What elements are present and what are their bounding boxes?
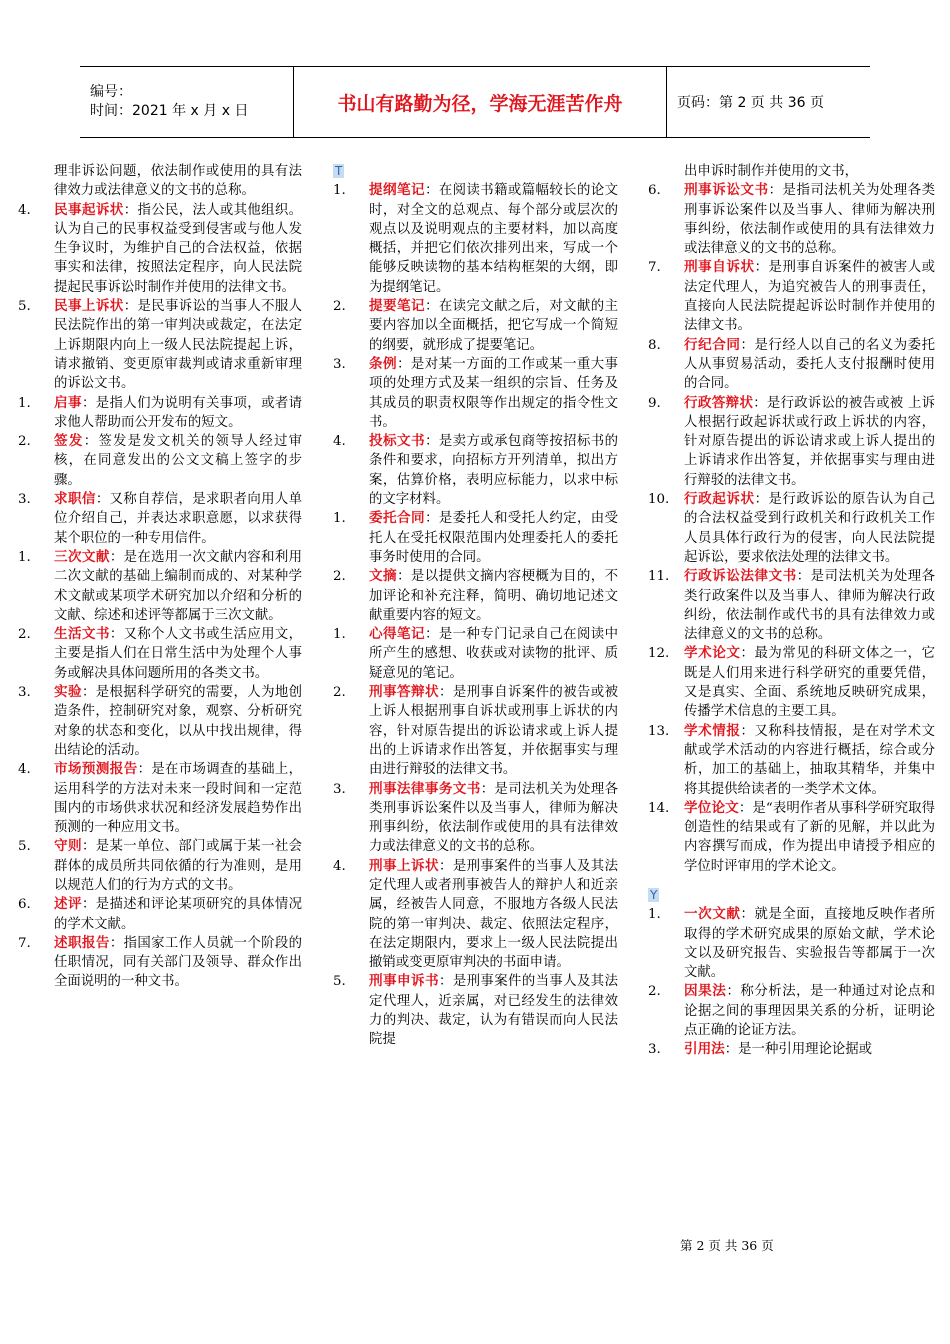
- entry-number: 7.: [648, 260, 661, 276]
- entry-term: 提纲笔记: [369, 182, 426, 199]
- entry-body: [54, 837, 302, 895]
- entry-body: [54, 895, 302, 934]
- entry-definition: ：是一种专门记录自己在阅读中所产生的感想、收获或对读物的批评、质疑意见的笔记。: [369, 627, 619, 681]
- entry-term: 行政答辩状: [684, 394, 754, 411]
- glossary-entry: [18, 490, 302, 548]
- entry-body: [54, 490, 302, 548]
- entry-number: 5.: [18, 299, 31, 315]
- entry-term: 刑事诉讼文书: [684, 182, 769, 199]
- entry-definition: ：是一种引用理论论据或: [724, 1042, 873, 1058]
- entry-body: [54, 394, 302, 433]
- glossary-entry: [648, 982, 935, 1040]
- entry-number: 4.: [18, 762, 31, 778]
- entry-number: 3.: [648, 1042, 661, 1058]
- glossary-entry: [333, 972, 618, 1049]
- entry-term: 签发: [54, 433, 84, 450]
- entry-term: 心得笔记: [369, 626, 426, 643]
- entry-list: [648, 905, 935, 1059]
- entry-term: 生活文书: [54, 626, 110, 643]
- letter-marker-t: T: [335, 164, 343, 178]
- entry-body: [369, 355, 618, 432]
- entry-definition: ：是以提供文摘内容梗概为目的，不加评论和补充注释，简明、确切地记述文献重要内容的短文。: [369, 569, 618, 623]
- header-meta: [80, 67, 294, 138]
- entry-number: 1.: [333, 627, 346, 643]
- glossary-entry: [648, 905, 935, 982]
- entry-term: 学位论文: [684, 799, 739, 816]
- entry-body: [684, 1040, 935, 1059]
- entry-number: 3.: [18, 685, 31, 701]
- entry-definition: ：称分析法，是一种通过对论点和论据之间的事理因果关系的分析，证明论点正确的论证方法。: [684, 984, 936, 1039]
- entry-body: [54, 760, 302, 837]
- entry-number: 8.: [648, 337, 661, 353]
- entry-body: [369, 509, 618, 567]
- entry-number: 6.: [18, 897, 31, 913]
- glossary-entry: [18, 683, 302, 760]
- entry-number: 2.: [18, 434, 31, 450]
- glossary-entry: [333, 509, 618, 567]
- entry-definition: ：是民事诉讼的当事人不服人民法院作出的第一审判决或裁定，在法定上诉期限内向上一级人民法院提起上诉，请求撤销、变更原审裁判或请求重新审理的诉讼文书。: [54, 299, 303, 392]
- entry-number: 7.: [18, 935, 31, 951]
- glossary-entry: [648, 336, 935, 394]
- page-header: [80, 66, 870, 138]
- entry-number: 5.: [333, 974, 346, 990]
- entry-body: [684, 905, 935, 982]
- entry-definition: ：是在选用一次文献内容和利用二次文献的基础上编制而成的、对某种学术文献或某项学术研究加以介绍和分析的文献、综述和述评等都属于三次文献。: [54, 549, 303, 623]
- entry-body: [369, 625, 618, 683]
- entry-number: 1.: [18, 549, 31, 565]
- entry-list: [648, 181, 935, 876]
- entry-number: 3.: [18, 492, 31, 508]
- entry-term: 一次文献: [684, 906, 741, 923]
- entry-list: [18, 201, 302, 992]
- entry-number: 1.: [648, 907, 661, 923]
- entry-term: 民事上诉状: [54, 298, 124, 315]
- entry-definition: ：是刑事案件的当事人及其法定代理人，近亲属，对已经发生的法律效力的判决、裁定，认为有错误而向人民法院提: [369, 974, 619, 1048]
- entry-definition: ：是描述和评论某项研究的具体情况的学术文献。: [54, 897, 303, 932]
- entry-number: 9.: [648, 395, 661, 411]
- glossary-entry: [18, 934, 302, 992]
- entry-term: 学术论文: [684, 645, 741, 662]
- entry-term: 三次文献: [54, 548, 110, 565]
- entry-definition: ：又称个人文书或生活应用文，主要是指人们在日常生活中为处理个人事务或解决具体问题所用的各类文书。: [54, 627, 303, 681]
- glossary-entry: [648, 394, 935, 490]
- column-2: [333, 162, 618, 1050]
- glossary-entry: [333, 432, 618, 509]
- entry-definition: ：是在市场调查的基础上，运用科学的方法对未来一段时间和一定范围内的市场供求状况和经济发展趋势作出预测的一种应用文书。: [54, 762, 303, 836]
- continued-text: 理非诉讼问题，依法制作或使用的具有法律效力或法律意义的文书的总称。: [54, 164, 302, 199]
- entry-number: 4.: [333, 434, 346, 450]
- entry-body: [684, 799, 935, 876]
- entry-number: 3.: [333, 356, 346, 372]
- entry-term: 委托合同: [369, 510, 426, 527]
- glossary-entry: [333, 780, 618, 857]
- entry-term: 投标文书: [369, 433, 426, 450]
- entry-definition: ：最为常见的科研文体之一，它既是人们用来进行科学研究的重要凭借，又是真实、全面、系统地反映研究成果，传播学术信息的主要工具。: [684, 646, 936, 720]
- continued-text: 出申诉时制作并使用的文书，: [684, 164, 859, 179]
- entry-term: 实验: [54, 684, 82, 701]
- entry-term: 刑事申诉书: [369, 973, 440, 990]
- glossary-entry: [648, 644, 935, 721]
- entry-body: [684, 394, 935, 490]
- glossary-entry: [333, 683, 618, 779]
- entry-term: 市场预测报告: [54, 761, 138, 778]
- entry-definition: ：是根据科学研究的需要，人为地创造条件，控制研究对象，观察、分析研究对象的状态和变化，以从中找出规律，得出结论的活动。: [54, 685, 303, 758]
- entry-term: 行纪合同: [684, 336, 741, 353]
- entry-body: [369, 432, 618, 509]
- entry-term: 刑事上诉状: [369, 857, 440, 874]
- entry-body: [54, 201, 302, 297]
- entry-term: 述职报告: [54, 934, 110, 951]
- entry-term: 引用法: [684, 1041, 725, 1058]
- entry-term: 刑事答辩状: [369, 684, 440, 701]
- glossary-entry: [18, 297, 302, 393]
- entry-definition: ：是司法机关为处理各类刑事诉讼案件以及当事人，律师为解决刑事纠纷，依法制作或使用的具有法律效力或法律意义的文书的总称。: [369, 781, 619, 855]
- glossary-entry: [18, 895, 302, 934]
- entry-body: [54, 548, 302, 625]
- entry-term: 民事起诉状: [54, 201, 124, 218]
- entry-definition: ：又称科技情报，是在对学术文献或学术活动的内容进行概括，综合或分析，加工的基础上，抽取其精华，并集中将其提供给读者的一类学术文体。: [684, 723, 936, 797]
- entry-definition: ：就是全面，直接地反映作者所取得的学术研究成果的原始文献，学术论文以及研究报告、实验报告等都属于一次文献。: [684, 907, 936, 981]
- entry-number: 12.: [648, 646, 670, 662]
- entry-body: [684, 567, 935, 644]
- entry-definition: ：是刑事案件的当事人及其法定代理人或者刑事被告人的辩护人和近亲属，经被告人同意，不服地方各级人民法院的第一审判决、裁定、依照法定程序，在法定期限内，要求上一级人民法院提出撤销或变更原审判决的书面申请。: [369, 858, 619, 971]
- entry-number: 2.: [333, 299, 346, 315]
- entry-body: [684, 490, 935, 567]
- entry-body: [54, 432, 302, 490]
- glossary-entry: [648, 567, 935, 644]
- header-time-label: 时间：2021 年 x 月 x 日: [90, 103, 249, 119]
- entry-term: 文摘: [369, 568, 398, 585]
- entry-number: 2.: [333, 569, 346, 585]
- entry-body: [54, 297, 302, 393]
- entry-number: 3.: [333, 781, 346, 797]
- entry-definition: ：是刑事自诉案件的被害人或法定代理人，为追究被告人的刑事责任，直接向人民法院提起诉讼时制作并使用的法律文书。: [684, 260, 936, 334]
- entry-body: [684, 982, 935, 1040]
- entry-definition: ：在阅读书籍或篇幅较长的论文时，对全文的总观点、每个部分或层次的观点以及说明观点的主要材料，加以高度概括，并把它们依次排列出来，写成一个能够反映读物的基本结构框架的大纲，即为提纲笔记。: [369, 183, 619, 295]
- glossary-entry: [333, 355, 618, 432]
- entry-body: [54, 625, 302, 683]
- entry-definition: ：是卖方或承包商等按招标书的条件和要求，向招标方开列清单，拟出方案，估算价格，表明应标能力，以求中标的文字材料。: [369, 434, 619, 508]
- entry-definition: ：指公民，法人或其他组织。认为自己的民事权益受到侵害或与他人发生争议时，为维护自己的合法权益，依据事实和法律，按照法定程序，向人民法院提起民事诉讼时制作并使用的法律文书。: [54, 202, 303, 295]
- entry-number: 2.: [648, 984, 661, 1000]
- entry-body: [684, 722, 935, 799]
- entry-definition: ：是司法机关为处理各类行政案件以及当事人、律师为解决行政纠纷，依法制作或代书的具有法律效力或法律意义的文书的总称。: [684, 569, 936, 643]
- glossary-entry: [18, 432, 302, 490]
- entry-body: [684, 644, 935, 721]
- entry-number: 6.: [648, 183, 661, 199]
- glossary-entry: [18, 837, 302, 895]
- entry-definition: ：是刑事自诉案件的被告或被上诉人根据刑事自诉状或刑事上诉状的内容，针对原告提出的诉讼请求或上诉人提出的上诉请求作出答复，并依据事实与理由进行辩驳的法律文书。: [369, 685, 619, 778]
- entry-number: 4.: [18, 202, 31, 218]
- entry-body: [684, 336, 935, 394]
- entry-term: 守则: [54, 838, 82, 855]
- entry-number: 1.: [333, 511, 346, 527]
- entry-definition: ：是行经人以自己的名义为委托人从事贸易活动，委托人支付报酬时使用的合同。: [684, 337, 936, 392]
- entry-body: [369, 972, 618, 1049]
- glossary-entry: [333, 567, 618, 625]
- entry-term: 刑事自诉状: [684, 259, 755, 276]
- entry-definition: ：签发是发文机关的领导人经过审核，在同意发出的公文文稿上签字的步骤。: [54, 434, 303, 488]
- glossary-entry: [648, 799, 935, 876]
- entry-definition: ：是某一单位、部门或属于某一社会群体的成员所共同依循的行为准则，是用以规范人们的行为方式的文书。: [54, 839, 303, 893]
- entry-term: 求职信: [54, 491, 96, 508]
- entry-body: [54, 934, 302, 992]
- entry-body: [54, 683, 302, 760]
- entry-term: 行政诉讼法律文书: [684, 568, 797, 585]
- glossary-entry: [18, 201, 302, 297]
- entry-number: 11.: [648, 569, 670, 585]
- entry-term: 述评: [54, 896, 82, 913]
- entry-number: 4.: [333, 858, 346, 874]
- entry-body: [369, 683, 618, 779]
- glossary-entry: [18, 394, 302, 433]
- glossary-entry: [648, 1040, 935, 1059]
- entry-term: 因果法: [684, 983, 727, 1000]
- entry-term: 条例: [369, 355, 398, 372]
- header-motto: 书山有路勤为径，学海无涯苦作舟: [294, 67, 667, 138]
- entry-term: 学术情报: [684, 722, 741, 739]
- entry-number: 1.: [333, 183, 346, 199]
- entry-body: [684, 258, 935, 335]
- entry-number: 13.: [648, 723, 670, 739]
- glossary-entry: [333, 625, 618, 683]
- entry-number: 10.: [648, 492, 670, 508]
- entry-term: 行政起诉状: [684, 491, 755, 508]
- entry-number: 1.: [18, 395, 31, 411]
- entry-definition: ：是行政诉讼的原告认为自己的合法权益受到行政机关和行政机关工作人员具体行政行为的侵害，向人民法院提起诉讼，要求依法处理的法律文书。: [684, 492, 936, 565]
- glossary-entry: [648, 181, 935, 258]
- entry-term: 刑事法律事务文书: [369, 780, 481, 797]
- letter-marker-y: Y: [650, 887, 658, 902]
- entry-body: [369, 297, 618, 355]
- entry-body: [684, 181, 935, 258]
- glossary-entry: [18, 760, 302, 837]
- entry-definition: ：是指司法机关为处理各类刑事诉讼案件以及当事人、律师为解决刑事纠纷，依法制作或使用的具有法律效力或法律意义的文书的总称。: [684, 183, 936, 257]
- entry-definition: ：是行政诉讼的被告或被 上诉人根据行政起诉状或行政上诉状的内容，针对原告提出的诉讼请求或上诉人提出的上诉请求作出答复，并依据事实与理由进行辩驳的法律文书。: [684, 395, 936, 488]
- entry-term: 启事: [54, 394, 82, 411]
- entry-body: [369, 181, 618, 297]
- page-footer: 第 2 页 共 36 页: [680, 1238, 774, 1253]
- entry-term: 提要笔记: [369, 298, 426, 315]
- glossary-entry: [648, 258, 935, 335]
- entry-list: [333, 181, 618, 1049]
- glossary-entry: [333, 297, 618, 355]
- entry-definition: ：是对某一方面的工作或某一重大事项的处理方式及某一组织的宗旨、任务及其成员的职责权限等作出规定的指令性文书。: [369, 356, 618, 430]
- entry-definition: ：在读完文献之后，对文献的主要内容加以全面概括，把它写成一个简短的纲要，就形成了提要笔记。: [369, 299, 619, 353]
- glossary-entry: [648, 722, 935, 799]
- glossary-entry: [18, 625, 302, 683]
- entry-definition: ：是“表明作者从事科学研究取得创造性的结果或有了新的见解，并以此为内容撰写而成，作为提出申请授予相应的学位时评审用的学术论文。: [684, 800, 935, 874]
- glossary-entry: [333, 857, 618, 973]
- entry-definition: ：是委托人和受托人约定，由受托人在受托权限范围内处理委托人的委托事务时使用的合同。: [369, 511, 619, 565]
- header-page-info: 页码：第 2 页 共 36 页: [677, 95, 824, 111]
- entry-definition: ：又称自荐信，是求职者向用人单位介绍自己，并表达求职意愿，以求获得某个职位的一种专用信件。: [54, 492, 303, 546]
- entry-body: [369, 567, 618, 625]
- entry-number: 2.: [18, 627, 31, 643]
- column-1: [18, 162, 302, 992]
- header-number-label: 编号：: [90, 84, 132, 100]
- entry-number: 2.: [333, 685, 346, 701]
- column-3: [648, 162, 935, 1060]
- entry-definition: ：指国家工作人员就一个阶段的任职情况，同有关部门及领导、群众作出全面说明的一种文书。: [54, 935, 303, 990]
- entry-definition: ：是指人们为说明有关事项，或者请求他人帮助而公开发布的短文。: [54, 395, 303, 430]
- entry-number: 5.: [18, 839, 31, 855]
- glossary-entry: [333, 181, 618, 297]
- entry-number: 14.: [648, 800, 670, 816]
- glossary-entry: [648, 490, 935, 567]
- entry-body: [369, 780, 618, 857]
- entry-body: [369, 857, 618, 973]
- glossary-entry: [18, 548, 302, 625]
